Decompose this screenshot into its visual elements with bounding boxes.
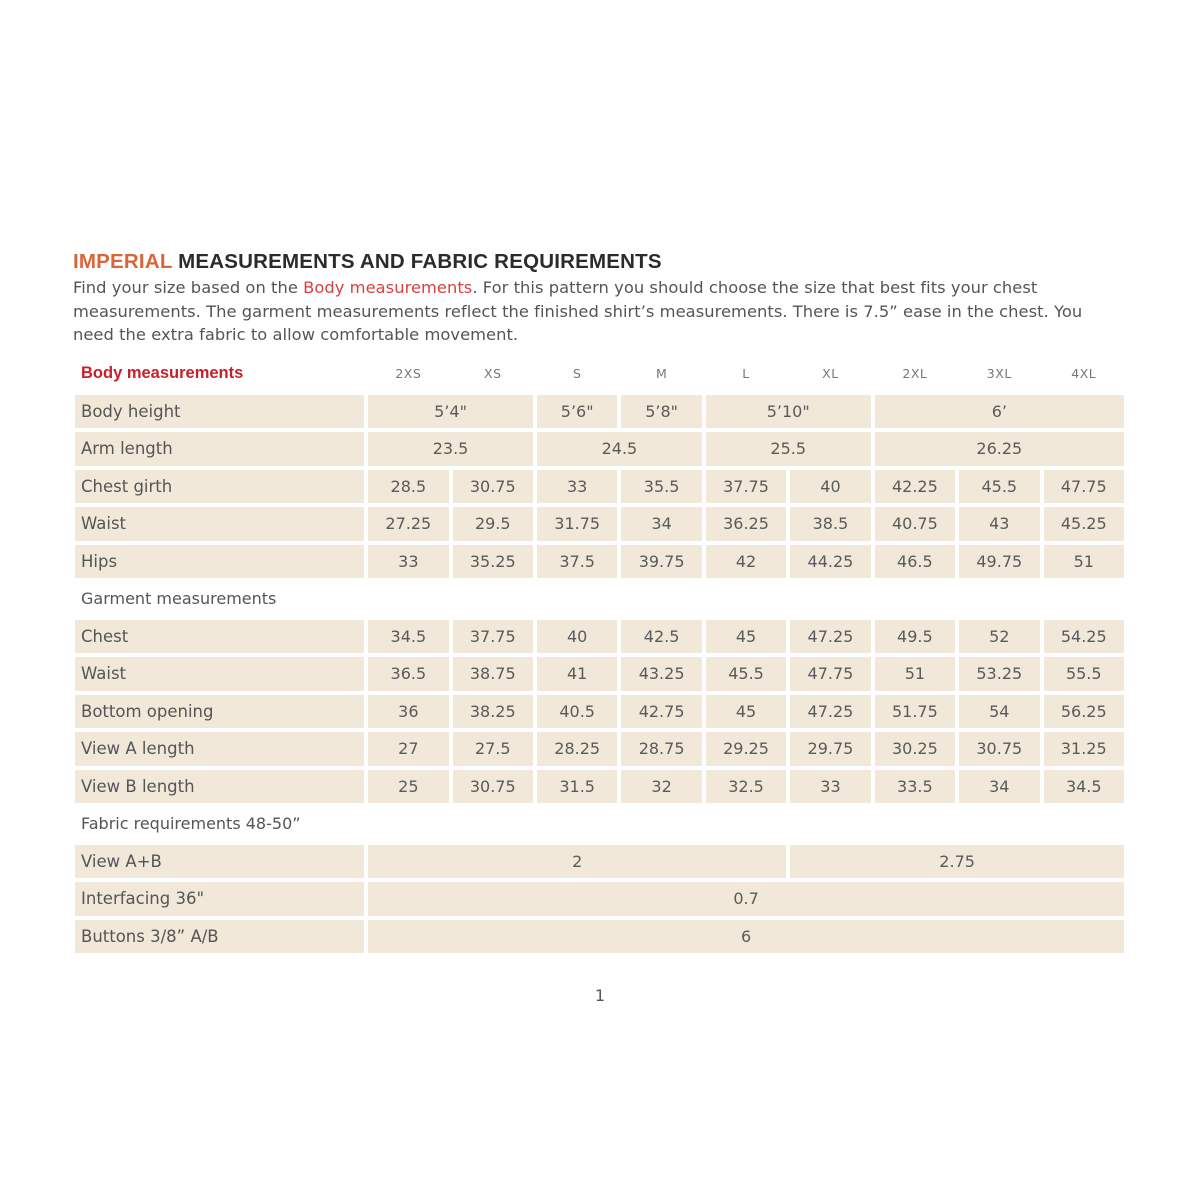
table-cell: 28.5	[368, 470, 448, 504]
table-cell: 40	[790, 470, 870, 504]
table-cell: 36	[368, 695, 448, 729]
table-cell: 29.5	[453, 507, 533, 541]
table-cell: 31.75	[537, 507, 617, 541]
table-cell: 40.5	[537, 695, 617, 729]
table-row	[75, 732, 1124, 766]
table-cell: 43	[959, 507, 1039, 541]
size-header: 2XS	[395, 366, 422, 382]
row-label: Waist	[75, 507, 364, 541]
garment-heading-row	[75, 582, 1124, 616]
table-cell: 35.25	[453, 545, 533, 579]
row-label: View B length	[75, 770, 364, 804]
intro-after: . For this pattern you should choose the size that best fits your chest measurements. The garment measurements reflect the finished shirt’s measurements. There is 7.5” ease in the chest. You need the extra fabric to allow comfortable movement.	[73, 278, 1083, 344]
row-label: Hips	[75, 545, 364, 579]
page-title	[73, 248, 1126, 276]
table-cell: 49.5	[875, 620, 955, 654]
table-cell: 2.75	[790, 845, 1124, 879]
table-cell: 45	[706, 695, 786, 729]
table-cell: 52	[959, 620, 1039, 654]
table-cell: 40	[537, 620, 617, 654]
table-cell: 33.5	[875, 770, 955, 804]
size-header: 2XL	[902, 366, 928, 382]
table-cell: 38.75	[453, 657, 533, 691]
table-cell: 29.75	[790, 732, 870, 766]
measurement-table	[71, 353, 1128, 957]
table-cell: 30.75	[959, 732, 1039, 766]
table-cell: 26.25	[875, 432, 1124, 466]
table-cell: 56.25	[1044, 695, 1125, 729]
table-cell: 32	[621, 770, 701, 804]
table-cell: 34	[959, 770, 1039, 804]
table-row	[75, 770, 1124, 804]
table-cell: 0.7	[368, 882, 1124, 916]
table-cell: 42.25	[875, 470, 955, 504]
size-header-row	[75, 357, 1124, 391]
intro-highlight: Body measurements	[303, 278, 473, 297]
page-number: 1	[594, 986, 606, 1005]
table-cell: 37.75	[706, 470, 786, 504]
table-cell: 47.25	[790, 620, 870, 654]
size-header: XL	[822, 366, 839, 382]
table-cell: 51.75	[875, 695, 955, 729]
row-label: View A length	[75, 732, 364, 766]
table-cell: 45.25	[1044, 507, 1125, 541]
table-row	[75, 432, 1124, 466]
row-label: Chest girth	[75, 470, 364, 504]
size-header: 3XL	[986, 366, 1012, 382]
table-cell: 37.75	[453, 620, 533, 654]
table-cell: 30.75	[453, 470, 533, 504]
table-cell: 42	[706, 545, 786, 579]
size-header: 4XL	[1071, 366, 1097, 382]
table-cell: 30.25	[875, 732, 955, 766]
table-cell: 46.5	[875, 545, 955, 579]
table-cell: 29.25	[706, 732, 786, 766]
table-cell: 33	[790, 770, 870, 804]
title-accent: IMPERIAL	[73, 250, 173, 273]
table-cell: 43.25	[621, 657, 701, 691]
intro-paragraph	[73, 276, 1126, 347]
table-cell: 45.5	[959, 470, 1039, 504]
table-cell: 45.5	[706, 657, 786, 691]
table-cell: 30.75	[453, 770, 533, 804]
table-cell: 42.5	[621, 620, 701, 654]
garment-measurements-heading: Garment measurements	[81, 589, 277, 609]
table-cell: 28.75	[621, 732, 701, 766]
table-cell: 27	[368, 732, 448, 766]
row-label: Waist	[75, 657, 364, 691]
table-cell: 54.25	[1044, 620, 1125, 654]
fabric-heading-row	[75, 807, 1124, 841]
table-cell: 34.5	[368, 620, 448, 654]
table-cell: 54	[959, 695, 1039, 729]
table-cell: 53.25	[959, 657, 1039, 691]
table-row	[75, 920, 1124, 954]
table-cell: 45	[706, 620, 786, 654]
size-header: S	[572, 366, 582, 382]
row-label: Interfacing 36"	[75, 882, 364, 916]
size-header: XS	[484, 366, 502, 382]
table-cell: 47.75	[1044, 470, 1125, 504]
table-cell: 34	[621, 507, 701, 541]
row-label: Chest	[75, 620, 364, 654]
table-cell: 27.5	[453, 732, 533, 766]
page-content	[73, 248, 1126, 946]
fabric-requirements-heading: Fabric requirements 48-50”	[81, 814, 301, 834]
table-cell: 33	[368, 545, 448, 579]
body-measurements-heading: Body measurements	[81, 364, 244, 383]
table-row	[75, 507, 1124, 541]
table-cell: 31.25	[1044, 732, 1125, 766]
table-cell: 5’10"	[706, 395, 871, 429]
table-row	[75, 395, 1124, 429]
table-cell: 51	[875, 657, 955, 691]
table-cell: 38.25	[453, 695, 533, 729]
table-cell: 38.5	[790, 507, 870, 541]
table-cell: 31.5	[537, 770, 617, 804]
table-cell: 37.5	[537, 545, 617, 579]
table-cell: 47.75	[790, 657, 870, 691]
table-row	[75, 470, 1124, 504]
table-cell: 2	[368, 845, 786, 879]
table-cell: 5’6"	[537, 395, 617, 429]
row-label: Arm length	[75, 432, 364, 466]
table-row	[75, 695, 1124, 729]
table-cell: 36.5	[368, 657, 448, 691]
table-cell: 34.5	[1044, 770, 1125, 804]
table-cell: 47.25	[790, 695, 870, 729]
table-cell: 6’	[875, 395, 1124, 429]
table-cell: 25.5	[706, 432, 871, 466]
table-cell: 33	[537, 470, 617, 504]
table-row	[75, 545, 1124, 579]
table-cell: 6	[368, 920, 1124, 954]
table-cell: 41	[537, 657, 617, 691]
table-cell: 5’8"	[621, 395, 701, 429]
table-row	[75, 657, 1124, 691]
table-cell: 28.25	[537, 732, 617, 766]
table-row	[75, 845, 1124, 879]
row-label: Body height	[75, 395, 364, 429]
table-cell: 42.75	[621, 695, 701, 729]
size-header: L	[742, 366, 750, 382]
table-cell: 49.75	[959, 545, 1039, 579]
table-cell: 40.75	[875, 507, 955, 541]
table-row	[75, 882, 1124, 916]
table-cell: 25	[368, 770, 448, 804]
intro-before: Find your size based on the	[73, 278, 304, 297]
table-cell: 36.25	[706, 507, 786, 541]
row-label: View A+B	[75, 845, 364, 879]
table-cell: 24.5	[537, 432, 702, 466]
table-cell: 32.5	[706, 770, 786, 804]
table-cell: 55.5	[1044, 657, 1125, 691]
row-label: Buttons 3/8” A/B	[75, 920, 364, 954]
table-cell: 27.25	[368, 507, 448, 541]
table-row	[75, 620, 1124, 654]
row-label: Bottom opening	[75, 695, 364, 729]
table-cell: 44.25	[790, 545, 870, 579]
title-rest: MEASUREMENTS AND FABRIC REQUIREMENTS	[172, 250, 662, 273]
table-cell: 39.75	[621, 545, 701, 579]
size-header: M	[655, 366, 668, 382]
table-cell: 51	[1044, 545, 1125, 579]
table-cell: 23.5	[368, 432, 533, 466]
table-cell: 5’4"	[368, 395, 533, 429]
table-cell: 35.5	[621, 470, 701, 504]
